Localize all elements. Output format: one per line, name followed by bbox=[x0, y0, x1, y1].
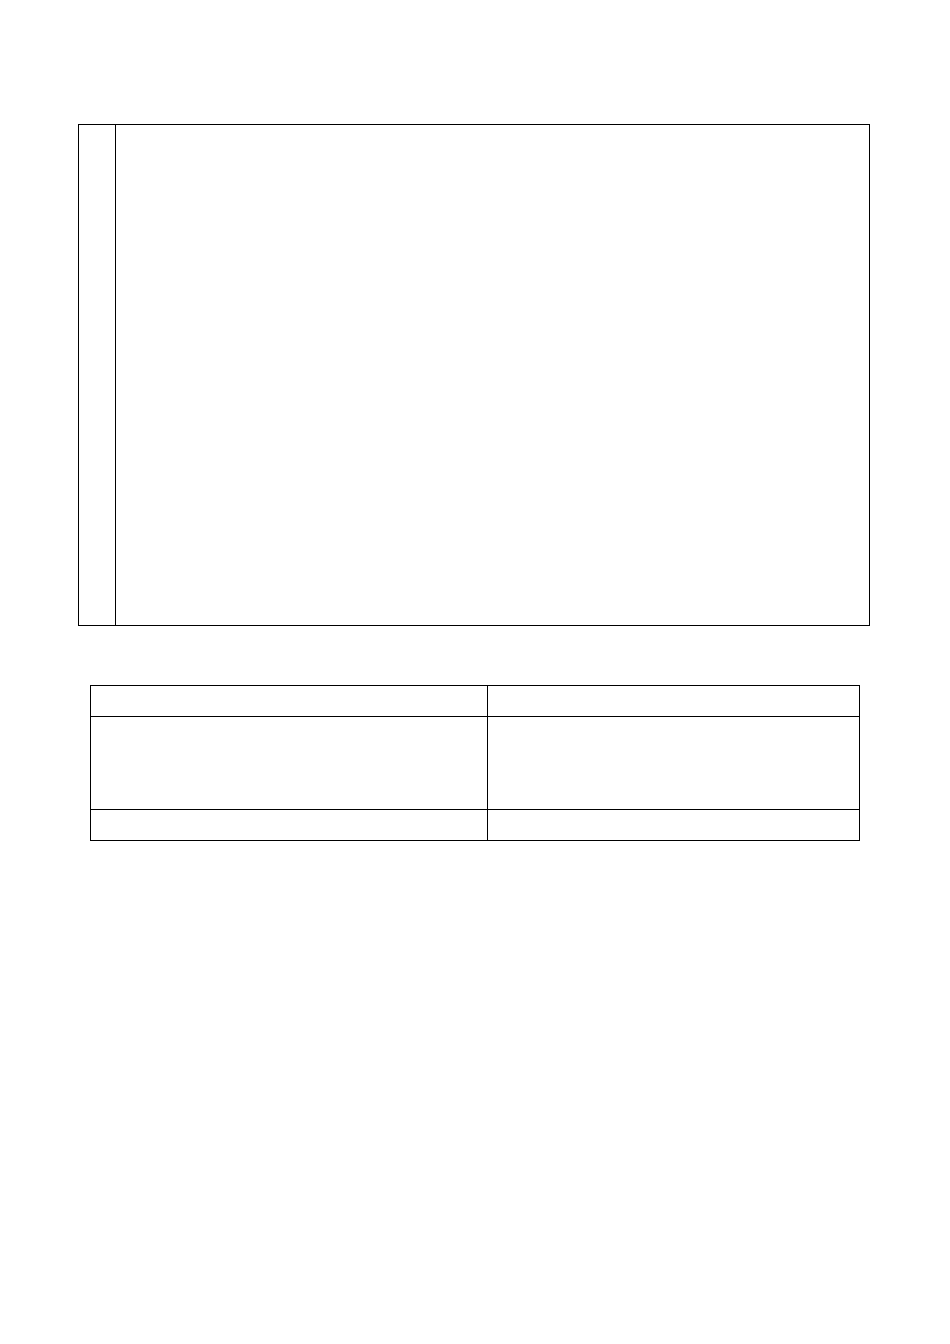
header-context-practice bbox=[488, 686, 860, 717]
table-left-column bbox=[79, 125, 116, 625]
header-phrase-translation bbox=[91, 686, 488, 717]
group1-left-cell bbox=[91, 717, 488, 810]
phrase-table bbox=[90, 685, 860, 841]
group2-right-cell bbox=[488, 810, 860, 841]
group1-right-cell bbox=[488, 717, 860, 810]
word-forms-table bbox=[78, 124, 870, 626]
group2-left-cell bbox=[91, 810, 488, 841]
